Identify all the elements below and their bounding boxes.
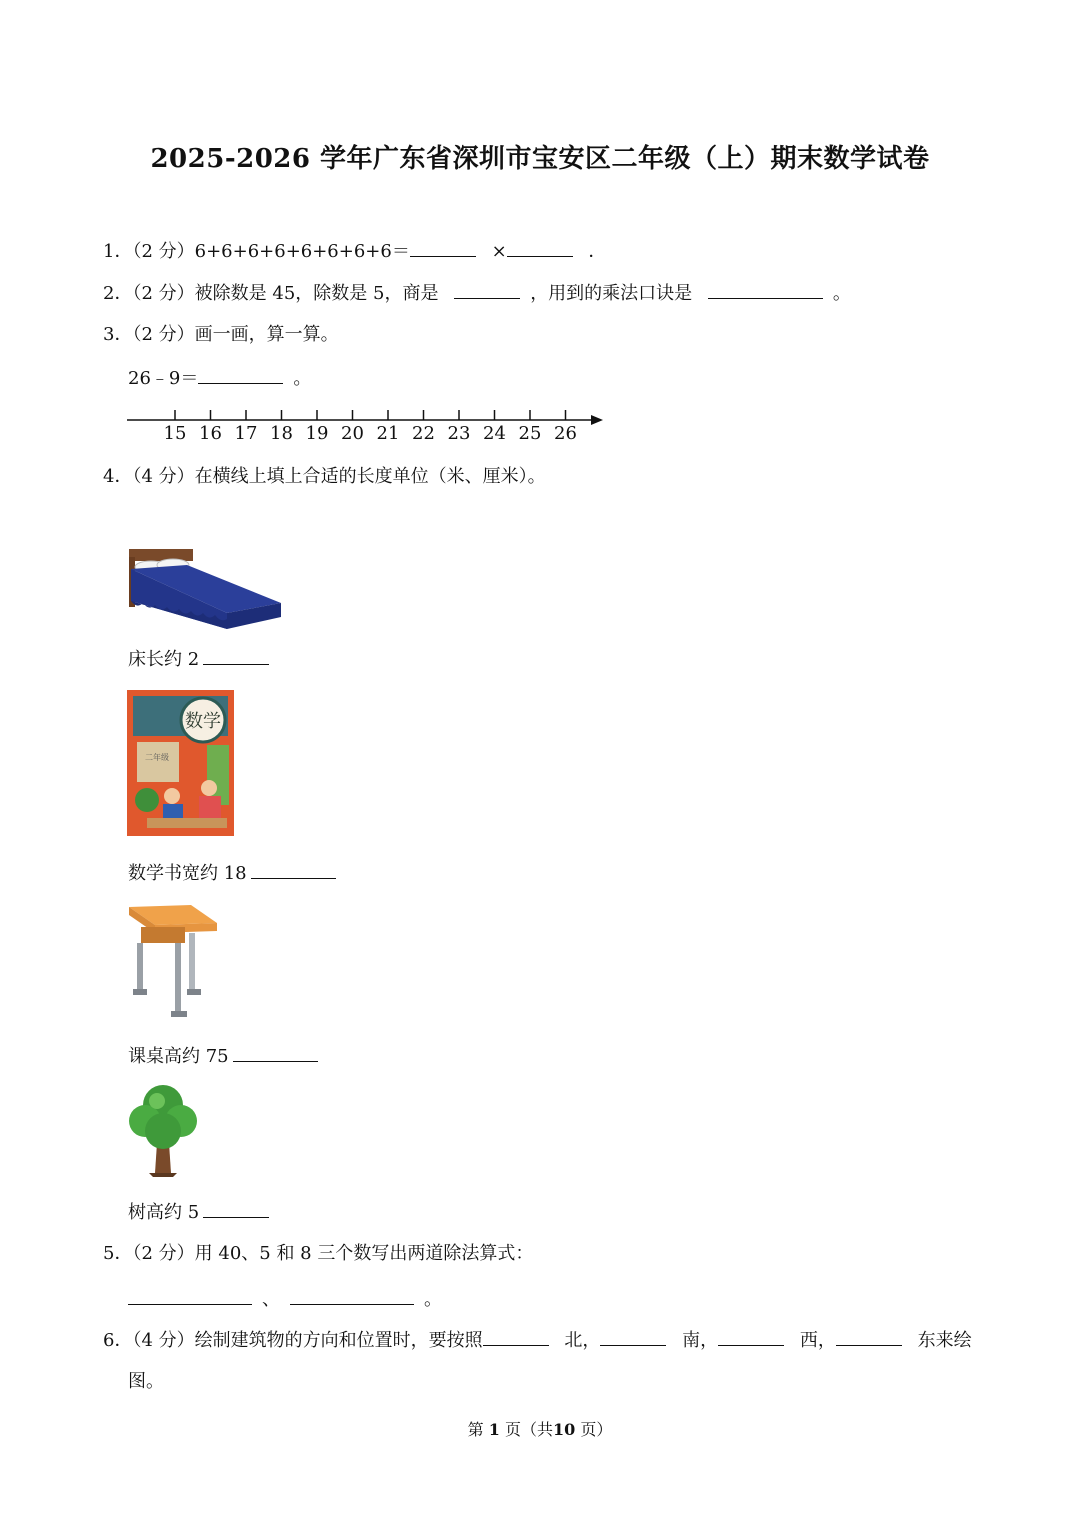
q6-number: 6．: [103, 1330, 133, 1351]
q4-text: 在横线上填上合适的长度单位（米、厘米）。: [194, 466, 546, 487]
exam-title: 2025-2026 学年广东省深圳市宝安区二年级（上）期末数学试卷: [150, 144, 930, 174]
q3-blank[interactable]: [198, 365, 283, 384]
q5-blank-2[interactable]: [290, 1286, 414, 1305]
q4-book-blank[interactable]: [251, 860, 336, 879]
footer-page: 1: [488, 1420, 500, 1439]
book-cover-title: 数学: [185, 711, 221, 732]
page-footer: [0, 1417, 1080, 1440]
q4-score: （4 分）: [132, 466, 195, 487]
q4-number: 4．: [103, 466, 133, 487]
q4-bed: [128, 646, 269, 673]
q5-text: 用 40、5 和 8 三个数写出两道除法算式：: [194, 1243, 534, 1264]
tree-illustration: [127, 1083, 199, 1179]
q2-number: 2．: [103, 283, 133, 304]
q1-times: ×: [491, 241, 507, 262]
q4-book: [128, 860, 336, 887]
q4-tree-text: 树高约 5: [128, 1202, 200, 1223]
q1-score: （2 分）: [132, 241, 195, 262]
q5-answers: [128, 1286, 442, 1313]
footer-pre: 第: [467, 1420, 484, 1439]
math-book-illustration: [127, 690, 234, 836]
number-line-label: 26: [554, 423, 577, 444]
number-line-label: 16: [199, 423, 222, 444]
q3-end: 。: [293, 368, 312, 389]
question-4: [103, 464, 546, 490]
question-3: [103, 322, 339, 348]
bed-illustration: [127, 543, 283, 635]
desk-illustration: [127, 903, 219, 1021]
q1-number: 1．: [103, 241, 133, 262]
bed-headboard: [129, 549, 193, 561]
number-line-arrow: [591, 415, 603, 425]
q6-text: 绘制建筑物的方向和位置时，要按照: [194, 1330, 483, 1351]
q4-tree: [128, 1199, 269, 1226]
question-1: [103, 238, 606, 265]
q5-end: 。: [424, 1289, 442, 1310]
q6-blank-south[interactable]: [600, 1327, 666, 1346]
q6-continuation: [128, 1369, 164, 1395]
q4-desk-blank[interactable]: [233, 1043, 318, 1062]
q5-score: （2 分）: [132, 1243, 195, 1264]
q6-west: 西，: [799, 1330, 836, 1351]
q2-end: 。: [832, 283, 851, 304]
q2-blank-quotient[interactable]: [454, 280, 520, 299]
q6-blank-east[interactable]: [836, 1327, 902, 1346]
number-line-label: 15: [163, 423, 187, 444]
q4-desk: [128, 1043, 318, 1070]
q4-book-text: 数学书宽约 18: [128, 863, 247, 884]
q3-text: 画一画，算一算。: [194, 324, 339, 345]
q3-eq: 26﹣9＝: [128, 368, 199, 389]
q6-south: 南，: [682, 1330, 719, 1351]
q1-blank-1[interactable]: [410, 238, 476, 257]
q3-score: （2 分）: [132, 324, 195, 345]
q6-east: 东来绘: [917, 1330, 972, 1351]
book-cover-grade: 二年级: [145, 753, 169, 762]
q4-desk-text: 课桌高约 75: [128, 1046, 229, 1067]
q4-bed-text: 床长约 2: [128, 649, 200, 670]
q6-blank-west[interactable]: [718, 1327, 784, 1346]
question-6: [103, 1327, 972, 1354]
q2-score: （2 分）: [132, 283, 195, 304]
number-line-label: 17: [234, 423, 258, 444]
question-5: [103, 1241, 533, 1267]
q5-sep: 、: [262, 1289, 280, 1310]
q1-text: 6+6+6+6+6+6+6+6＝: [194, 241, 410, 262]
q3-equation: [128, 365, 311, 392]
number-line-label: 24: [483, 423, 506, 444]
number-line-label: 23: [447, 423, 471, 444]
number-line-label: 20: [341, 423, 364, 444]
q6-score: （4 分）: [132, 1330, 195, 1351]
q6-north: 北，: [564, 1330, 601, 1351]
number-line-label: 25: [518, 423, 542, 444]
q6-cont: 图。: [128, 1371, 164, 1392]
number-line-label: 22: [412, 423, 435, 444]
q6-blank-north[interactable]: [483, 1327, 549, 1346]
footer-post: 页）: [580, 1420, 613, 1439]
number-line-label: 19: [305, 423, 329, 444]
question-2: [103, 280, 851, 307]
number-line-label: 18: [270, 423, 293, 444]
q2-text-b: ，用到的乘法口诀是: [530, 283, 693, 304]
q1-end: ．: [588, 241, 607, 262]
q4-tree-blank[interactable]: [203, 1199, 269, 1218]
footer-total: 10: [552, 1420, 576, 1439]
number-line: [125, 408, 605, 448]
q1-blank-2[interactable]: [507, 238, 573, 257]
q2-text-a: 被除数是 45，除数是 5，商是: [194, 283, 439, 304]
number-line-label: 21: [376, 423, 400, 444]
footer-mid: 页（共: [504, 1420, 553, 1439]
q3-number: 3．: [103, 324, 133, 345]
q2-blank-rhyme[interactable]: [708, 280, 823, 299]
q5-blank-1[interactable]: [128, 1286, 252, 1305]
q5-number: 5．: [103, 1243, 133, 1264]
q4-bed-blank[interactable]: [203, 646, 269, 665]
